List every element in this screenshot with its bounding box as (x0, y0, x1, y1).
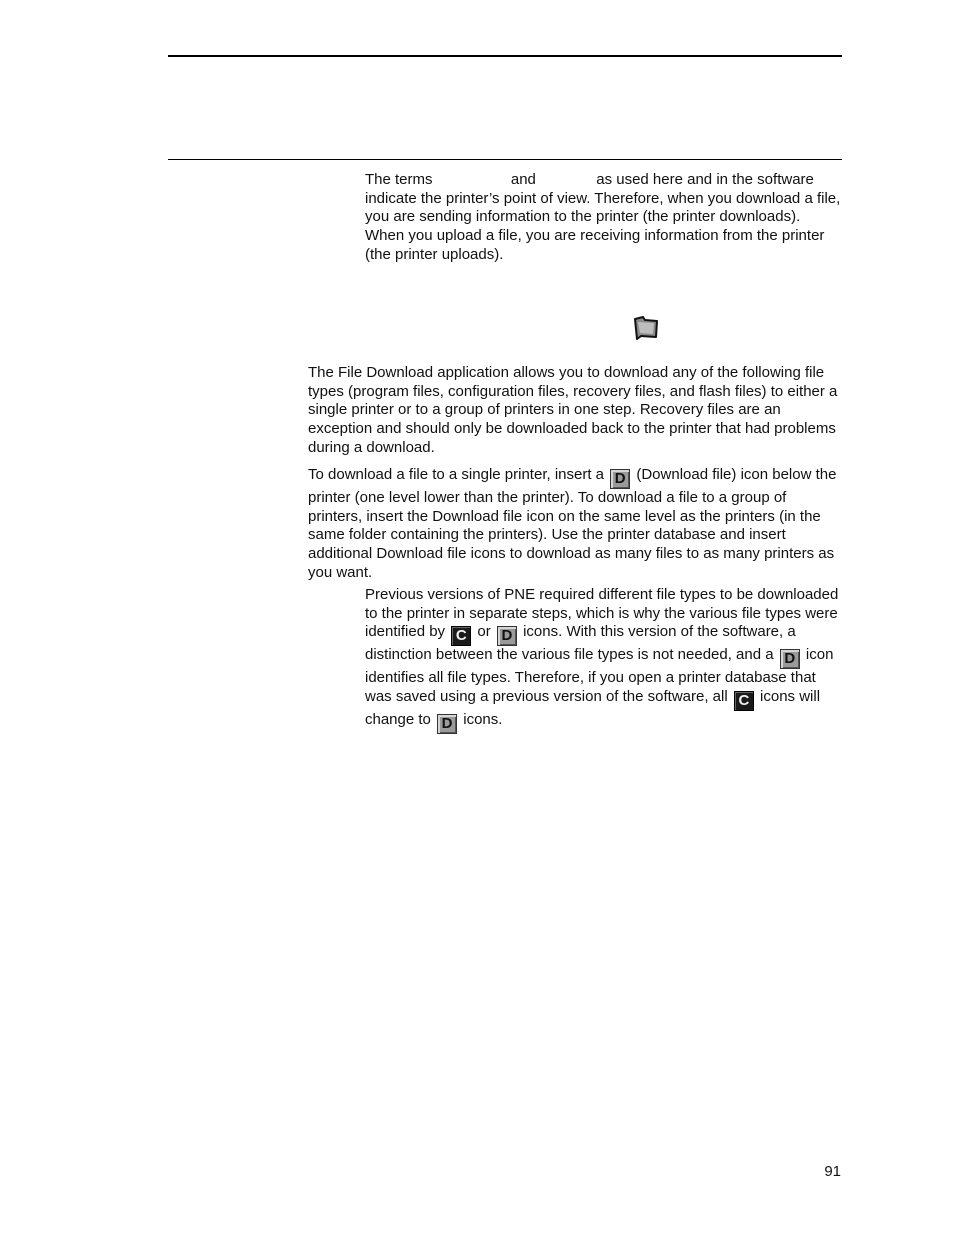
configuration-file-icon: C (734, 691, 754, 711)
download-instructions: To download a file to a single printer, insert a D (Download file) icon below the printer (one level lower than the printer). To download a file to a group of printers, insert the Download file icon on the same level as the printers (in the same folder containing the printers). Use the printer database and insert additional Download file icons to download as many files to as many printers as you want. (308, 466, 841, 581)
page-number: 91 (824, 1163, 841, 1180)
note-download-upload-terms: The terms and as used here and in the software indicate the printer’s point of view. Therefore, when you download a file, you are sending information to the printer (the printer downloads). When you upload a file, you are receiving information from the printer (the printer uploads). (365, 171, 845, 263)
download-file-icon: D (497, 626, 517, 646)
download-file-icon: D (610, 469, 630, 489)
download-file-icon: D (437, 714, 457, 734)
folder-icon (633, 315, 661, 341)
section-rule (168, 159, 842, 160)
configuration-file-icon: C (451, 626, 471, 646)
note-previous-versions: Previous versions of PNE required different file types to be downloaded to the printer in separate steps, which is why the various file types were identified by C or D icons. With this version of the software, a distinction between the various file types is not needed, and a D icon identifies all file types. Therefore, if you open a printer database that was saved using a previous version of the software, all C icons will change to D icons. (365, 586, 843, 733)
header-rule (168, 55, 842, 57)
download-file-icon: D (780, 649, 800, 669)
file-download-description: The File Download application allows you to download any of the following file types (program files, configuration files, recovery files, and flash files) to either a single printer or to a group of printers in one step. Recovery files are an exception and should only be downloaded back to the printer that had problems during a download. (308, 364, 838, 456)
